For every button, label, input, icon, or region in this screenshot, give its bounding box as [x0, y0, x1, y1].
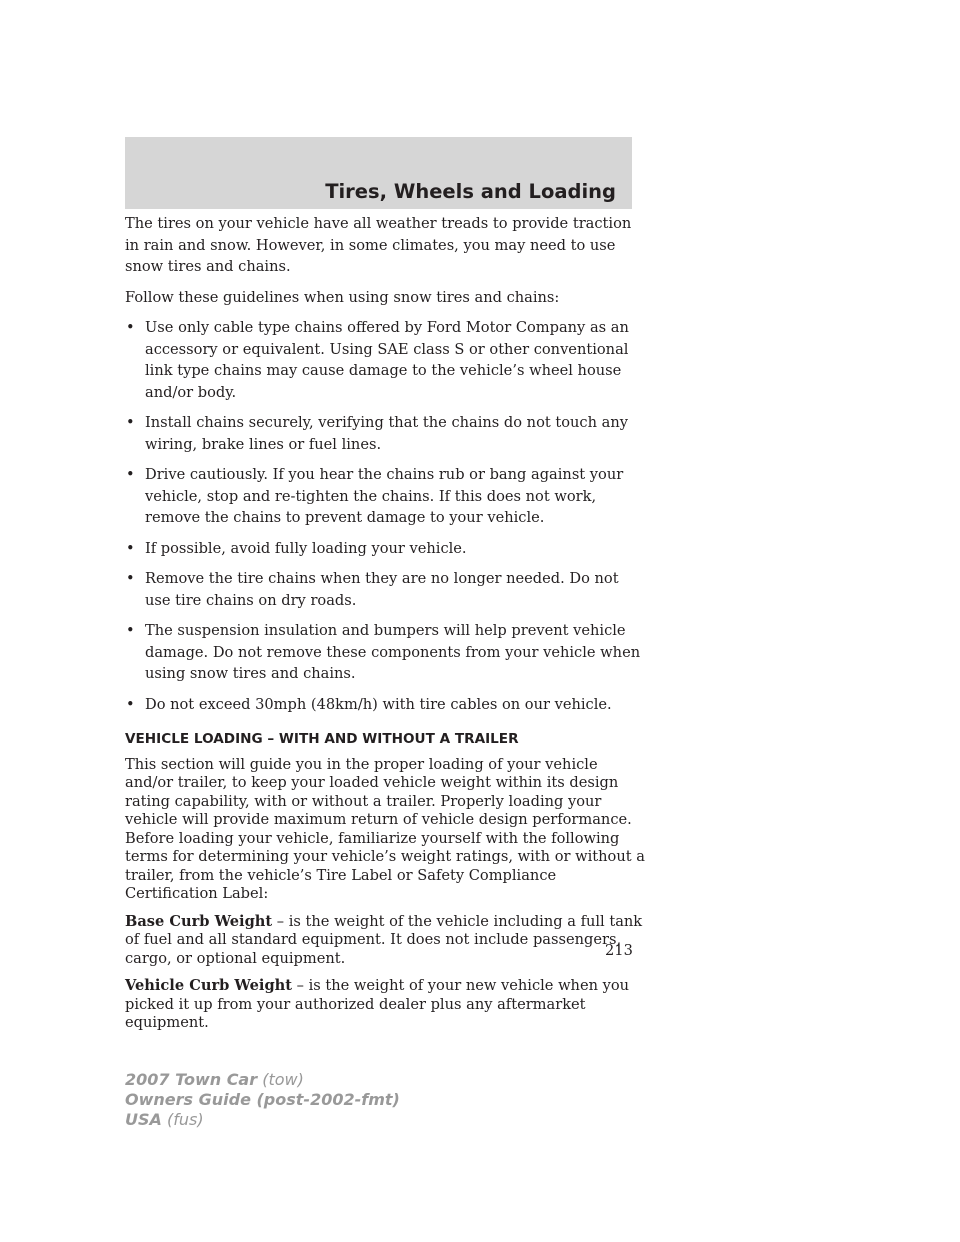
term-definition-vehicle-curb-weight [125, 977, 645, 1033]
list-item [125, 620, 645, 685]
list-item-text: The suspension insulation and bumpers will help prevent vehicle damage. Do not remove these components from your vehicle when using snow tires and chains. [145, 622, 641, 682]
footer-market-code: (fus) [161, 1110, 204, 1129]
bullet-icon: • [126, 622, 135, 639]
footer-guide-format: Owners Guide (post-2002-fmt) [125, 1090, 400, 1109]
list-item-text: Drive cautiously. If you hear the chains rub or bang against your vehicle, stop and re-tighten the chains. If this does not work, remove the chains to prevent damage to your vehicle. [145, 466, 624, 526]
bullet-icon: • [126, 570, 135, 587]
list-item [125, 317, 645, 403]
footer-market: USA [125, 1110, 162, 1129]
vehicle-loading-paragraph: This section will guide you in the proper loading of your vehicle and/or trailer, to keep your loaded vehicle weight within its design rating capability, with or without a trailer. Properly loading your vehicle will provide maximum return of vehicle design performance. Before loading your vehicle, familiarize yourself with the following terms for determining your vehicle’s weight ratings, with or without a trailer, from the vehicle’s Tire Label or Safety Compliance Certification Label: [125, 755, 645, 902]
document-footer [125, 1070, 400, 1130]
list-item-text: Do not exceed 30mph (48km/h) with tire cables on our vehicle. [145, 695, 612, 713]
bullet-icon: • [126, 695, 135, 713]
page-content [125, 213, 645, 1042]
term-definition-base-curb-weight [125, 913, 645, 969]
list-item [125, 412, 645, 455]
footer-model: 2007 Town Car [125, 1070, 258, 1089]
list-item-text: Remove the tire chains when they are no longer needed. Do not use tire chains on dry roads. [145, 570, 619, 609]
page-number: 213 [605, 942, 633, 959]
bullet-icon: • [126, 414, 135, 431]
list-item [125, 538, 645, 560]
intro-paragraph: The tires on your vehicle have all weather treads to provide traction in rain and snow. However, in some climates, you may need to use snow tires and chains. [125, 215, 632, 275]
term-definition: – is the weight of your new vehicle when you picked it up from your authorized dealer plus any aftermarket equipment. [125, 977, 630, 1031]
vehicle-loading-heading: VEHICLE LOADING – WITH AND WITHOUT A TRAILER [125, 731, 519, 747]
list-item [125, 464, 645, 529]
guidelines-lead: Follow these guidelines when using snow tires and chains: [125, 288, 560, 306]
term-label: Vehicle Curb Weight [125, 977, 293, 994]
snow-chain-guidelines-list [125, 317, 645, 715]
bullet-icon: • [126, 319, 135, 336]
list-item [125, 694, 645, 716]
list-item-text: Install chains securely, verifying that the chains do not touch any wiring, brake lines or fuel lines. [145, 414, 628, 453]
term-label: Base Curb Weight [125, 912, 273, 930]
footer-model-code: (tow) [257, 1070, 304, 1089]
footer-line-model [125, 1070, 400, 1090]
bullet-icon: • [126, 466, 135, 483]
section-title: Tires, Wheels and Loading [325, 180, 616, 203]
section-header-band [125, 137, 632, 209]
list-item [125, 568, 645, 611]
term-definition: – is the weight of the vehicle including a full tank of fuel and all standard equipment. It does not include passengers, cargo, or optional equipment. [125, 912, 643, 967]
list-item-text: Use only cable type chains offered by Ford Motor Company as an accessory or equivalent. Using SAE class S or other conventional link type chains may cause damage to the vehicle’s wheel house and/or body. [145, 319, 629, 401]
list-item-text: If possible, avoid fully loading your vehicle. [145, 539, 467, 557]
footer-line-market [125, 1110, 400, 1130]
bullet-icon: • [126, 539, 135, 557]
